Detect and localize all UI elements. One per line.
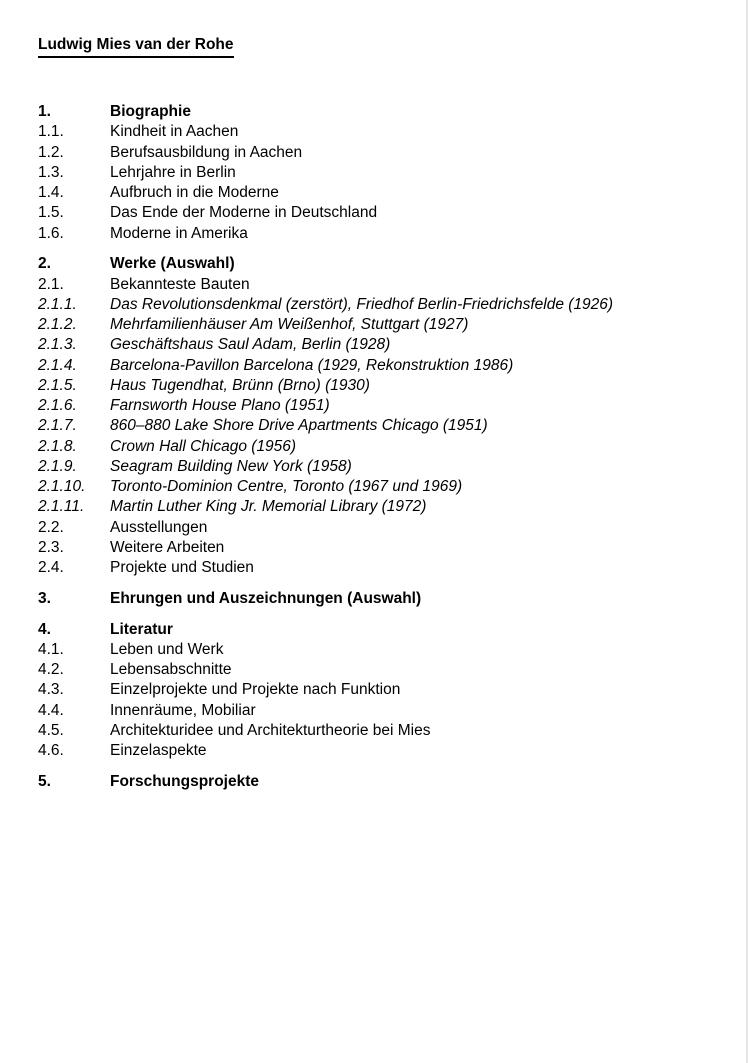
toc-entry[interactable] [38,203,728,223]
toc-entry-title: Crown Hall Chicago (1956) [110,437,297,455]
toc-entry[interactable] [38,497,728,517]
toc-entry[interactable] [38,356,728,376]
toc-entry[interactable] [38,741,728,761]
toc-section-heading[interactable] [38,620,728,640]
toc-entry-number: 2.1.10. [38,478,86,495]
toc-entry-number: 2.3. [38,538,64,556]
toc-entry-title: Ehrungen und Auszeichnungen (Auswahl) [110,589,422,607]
toc-entry-title: Weitere Arbeiten [110,538,225,556]
toc-entry-number: 2.1.9. [38,457,77,475]
toc-entry-title: Forschungsprojekte [110,772,259,790]
toc-entry-number: 4.3. [38,681,64,699]
toc-entry-title: Farnsworth House Plano (1951) [110,397,330,414]
toc-entry-number: 2.1.8. [38,437,77,455]
toc-entry[interactable] [38,163,728,183]
toc-entry[interactable] [38,701,728,721]
toc-entry-number: 1.3. [38,163,64,181]
toc-entry[interactable] [38,335,728,355]
toc-entry-number: 2.1.1. [38,295,77,313]
toc-entry[interactable] [38,315,728,335]
toc-entry-number: 4.5. [38,721,64,739]
toc-entry-number: 2.1.5. [38,376,77,394]
toc-section-heading[interactable] [38,254,728,274]
toc-entry-title: Ausstellungen [110,518,208,536]
toc-entry-title: Architekturidee und Architekturtheorie bei Mies [110,721,431,739]
document-title: Ludwig Mies van der Rohe [38,35,234,58]
toc-entry-number: 1.4. [38,184,64,201]
toc-entry[interactable] [38,376,728,396]
toc-entry[interactable] [38,680,728,700]
toc-entry-number: 2. [38,255,51,273]
toc-entry-number: 2.2. [38,518,64,536]
toc-entry[interactable] [38,721,728,741]
toc-entry-number: 1.5. [38,204,64,222]
table-of-contents [38,102,728,792]
toc-entry[interactable] [38,295,728,315]
toc-entry[interactable] [38,143,728,163]
toc-entry[interactable] [38,396,728,416]
toc-entry-number: 1.6. [38,224,64,242]
toc-entry-title: Berufsausbildung in Aachen [110,143,303,161]
toc-section-heading[interactable] [38,772,728,792]
toc-entry-title: Barcelona-Pavillon Barcelona (1929, Rekonstruktion 1986) [110,356,514,374]
toc-entry-number: 4.1. [38,640,64,658]
toc-entry-number: 5. [38,772,51,790]
toc-entry-title: Kindheit in Aachen [110,123,239,141]
toc-entry-number: 2.1. [38,275,64,293]
toc-entry[interactable] [38,437,728,457]
toc-entry[interactable] [38,518,728,538]
toc-entry[interactable] [38,558,728,578]
toc-entry-title: Seagram Building New York (1958) [110,457,352,475]
toc-entry[interactable] [38,457,728,477]
toc-entry[interactable] [38,477,728,497]
toc-entry[interactable] [38,416,728,436]
toc-entry-title: Das Revolutionsdenkmal (zerstört), Friedhof Berlin-Friedrichsfelde (1926) [110,295,614,313]
toc-entry-title: Lebensabschnitte [110,661,232,678]
toc-entry-number: 2.1.7. [38,417,77,435]
toc-entry-title: Martin Luther King Jr. Memorial Library (1972) [110,498,427,516]
toc-section-heading[interactable] [38,102,728,122]
toc-entry-number: 1.2. [38,143,64,161]
toc-entry[interactable] [38,275,728,295]
toc-entry-title: Lehrjahre in Berlin [110,163,236,181]
toc-entry[interactable] [38,538,728,558]
toc-entry-title: Das Ende der Moderne in Deutschland [110,204,378,222]
toc-entry[interactable] [38,183,728,203]
toc-entry-title: Geschäftshaus Saul Adam, Berlin (1928) [110,336,391,354]
toc-entry[interactable] [38,660,728,680]
toc-entry[interactable] [38,224,728,244]
toc-entry-title: Bekannteste Bauten [110,275,250,293]
toc-entry-title: Einzelprojekte und Projekte nach Funktion [110,681,401,699]
toc-entry-number: 2.4. [38,559,64,576]
toc-entry-number: 2.1.2. [38,316,77,333]
page-edge [746,0,748,1063]
toc-entry-number: 4.6. [38,742,64,759]
toc-entry-title: Biographie [110,103,191,120]
toc-entry-title: Leben und Werk [110,640,224,658]
toc-entry-title: Toronto-Dominion Centre, Toronto (1967 und 1969) [110,478,463,495]
toc-entry-number: 4.2. [38,661,64,678]
toc-entry-title: Projekte und Studien [110,559,254,576]
toc-entry-number: 1.1. [38,123,64,141]
toc-entry-number: 3. [38,589,51,607]
toc-entry-title: 860–880 Lake Shore Drive Apartments Chicago (1951) [110,417,488,435]
toc-entry-number: 4. [38,620,51,638]
toc-entry-title: Werke (Auswahl) [110,255,235,273]
toc-entry-number: 1. [38,103,51,120]
toc-entry-title: Moderne in Amerika [110,224,248,242]
toc-entry-title: Innenräume, Mobiliar [110,701,256,719]
toc-entry-title: Haus Tugendhat, Brünn (Brno) (1930) [110,376,370,394]
toc-entry-number: 2.1.4. [38,356,77,374]
toc-entry-number: 4.4. [38,701,64,719]
toc-entry-title: Literatur [110,620,173,638]
toc-entry-title: Aufbruch in die Moderne [110,184,279,201]
toc-entry-number: 2.1.6. [38,397,77,414]
toc-entry-title: Einzelaspekte [110,742,207,759]
toc-entry-number: 2.1.11. [38,498,85,516]
toc-entry[interactable] [38,122,728,142]
toc-entry-number: 2.1.3. [38,336,77,354]
toc-entry-title: Mehrfamilienhäuser Am Weißenhof, Stuttgart (1927) [110,316,469,333]
toc-section-heading[interactable] [38,589,728,609]
toc-entry[interactable] [38,640,728,660]
